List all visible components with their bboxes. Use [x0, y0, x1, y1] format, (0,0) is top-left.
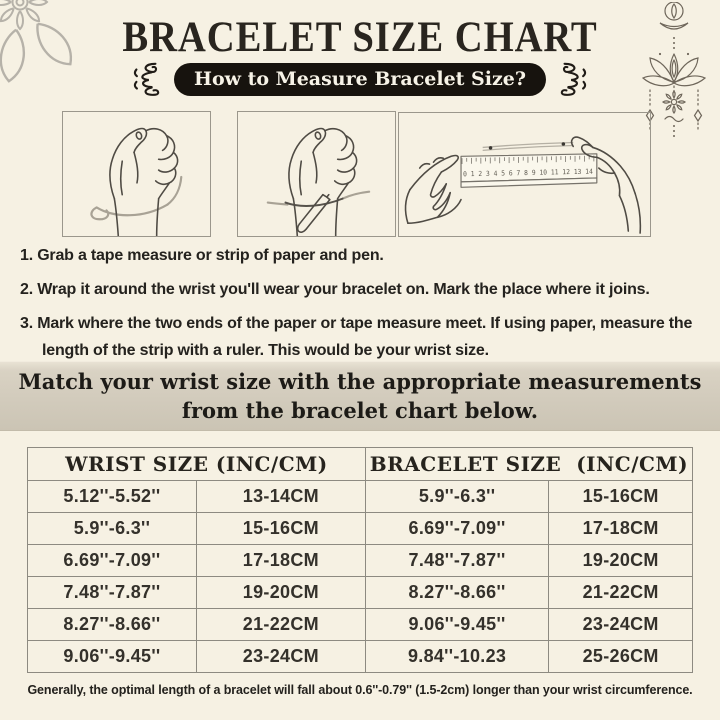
wrist-inches: 9.06''-9.45'' [28, 641, 197, 673]
bracelet-inches: 5.9''-6.3'' [365, 481, 549, 513]
table-row [28, 545, 693, 577]
wrist-inches: 5.9''-6.3'' [28, 513, 197, 545]
left-hand [405, 156, 461, 224]
bracelet-cm: 23-24CM [549, 609, 693, 641]
bracelet-cm: 19-20CM [549, 545, 693, 577]
bracelet-inches: 9.06''-9.45'' [365, 609, 549, 641]
match-size-banner [0, 361, 720, 431]
wrist-inches: 8.27''-8.66'' [28, 609, 197, 641]
table-row [28, 481, 693, 513]
flourish-left-icon [128, 60, 162, 98]
banner-line-2: from the bracelet chart below. [181, 398, 539, 423]
wrist-cm: 21-22CM [196, 609, 365, 641]
wrist-inches: 7.48''-7.87'' [28, 577, 197, 609]
pen-icon [298, 195, 330, 233]
right-hand [572, 137, 641, 233]
bracelet-cm: 15-16CM [549, 481, 693, 513]
bracelet-cm: 21-22CM [549, 577, 693, 609]
banner-line-1: Match your wrist size with the appropriate measurements [18, 369, 702, 394]
bracelet-inches: 8.27''-8.66'' [365, 577, 549, 609]
table-row [28, 513, 693, 545]
illustration-mark-pen [237, 111, 396, 237]
bracelet-size-header: BRACELET SIZE (INC/CM) [365, 448, 692, 481]
instructions-list [20, 242, 720, 371]
bracelet-cm: 25-26CM [549, 641, 693, 673]
bracelet-inches: 6.69''-7.09'' [365, 513, 549, 545]
ruler-numbers: 0 1 2 3 4 5 6 7 8 9 10 11 12 13 14 [462, 167, 604, 179]
flourish-right-icon [558, 60, 592, 98]
wrist-cm: 23-24CM [196, 641, 365, 673]
how-to-measure-badge: How to Measure Bracelet Size? [174, 63, 546, 96]
instruction-step-1: 1. Grab a tape measure or strip of paper and pen. [20, 247, 384, 264]
illustration-measure-ruler [398, 112, 651, 237]
bracelet-cm: 17-18CM [549, 513, 693, 545]
wrist-cm: 13-14CM [196, 481, 365, 513]
wrist-cm: 15-16CM [196, 513, 365, 545]
page-title: BRACELET SIZE CHART [122, 14, 598, 61]
wrist-cm: 17-18CM [196, 545, 365, 577]
wrist-cm: 19-20CM [196, 577, 365, 609]
illustration-wrap-tape [62, 111, 211, 237]
wrist-size-header: WRIST SIZE (INC/CM) [28, 448, 366, 481]
table-row [28, 641, 693, 673]
size-table [27, 447, 693, 673]
bracelet-inches: 9.84''-10.23 [365, 641, 549, 673]
instruction-step-3: 3. Mark where the two ends of the paper or tape measure meet. If using paper, measure the length of the strip with a ruler. This would be your wrist size. [20, 315, 693, 359]
table-header-row [28, 448, 693, 481]
wrist-inches: 5.12''-5.52'' [28, 481, 197, 513]
table-row [28, 577, 693, 609]
table-row [28, 609, 693, 641]
instruction-step-2: 2. Wrap it around the wrist you'll wear your bracelet on. Mark the place where it joins. [20, 281, 650, 298]
bracelet-inches: 7.48''-7.87'' [365, 545, 549, 577]
footnote: Generally, the optimal length of a bracelet will fall about 0.6''-0.79'' (1.5-2cm) longer than your wrist circumference. [27, 683, 693, 697]
badge-row [0, 60, 720, 98]
wrist-inches: 6.69''-7.09'' [28, 545, 197, 577]
